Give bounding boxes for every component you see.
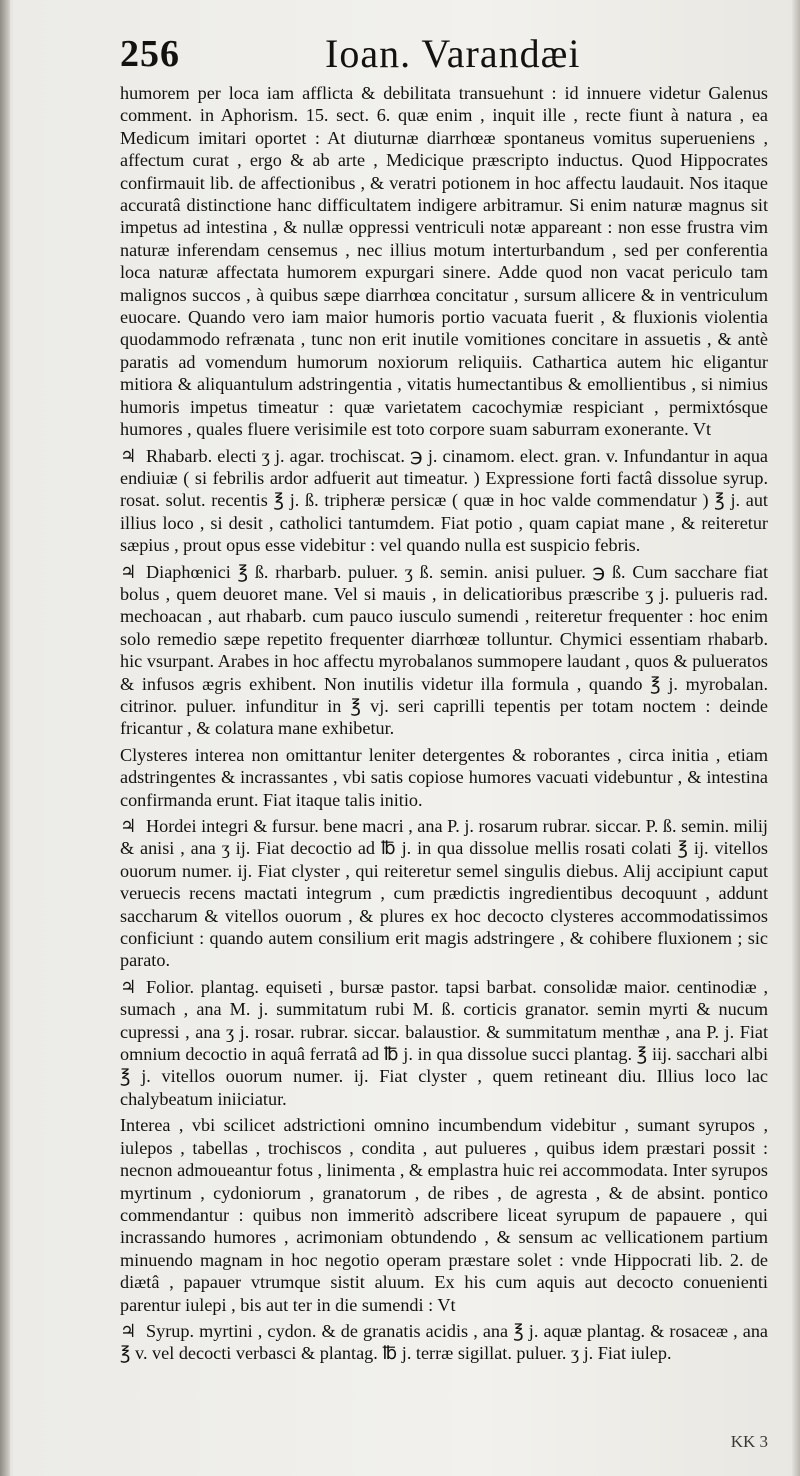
recipe-symbol-icon: ♃ [120,976,137,997]
main-text [120,82,768,1369]
recipe-symbol-icon: ♃ [120,561,137,582]
recipe-paragraph [120,1320,768,1365]
recipe-symbol-icon: ♃ [120,1320,137,1341]
paragraph-text: Syrup. myrtini , cydon. & de granatis acidis , ana ℥ j. aquæ plantag. & rosaceæ , ana ℥ v. vel decocti verbasci & plantag. ℔ j. terræ sigillat. puluer. ʒ j. Fiat iulep. [120,1320,768,1364]
paragraph-text: Interea , vbi scilicet adstrictioni omnino incumbendum videbitur , sumant syrupos , iulepos , tabellas , trochiscos , condita , aut pulueres , quibus idem præstari possit : necnon admoueantur fotus , linimenta , & emplastra huic rei accommodata. Inter syrupos myrtinum , cydoniorum , granatorum , de ribes , de agresta , & de absint. pontico commendantur : quibus non immeritò adscribere liceat syrupum de papauere , qui incrassando humores , acrimoniam obtundendo , & sensum ac vellicationem partium minuendo magnam in hoc negotio operam præstare solet : vnde Hippocrati lib. 2. de diætâ , papauer vtrumque sistit aluum. Ex his cum aquis aut decocto conuenienti parentur iulepi , bis aut ter in die sumendi : Vt [120,1115,768,1315]
running-head [120,30,760,78]
recipe-paragraph [120,815,768,972]
paragraph-text: Diaphœnici ℥ ß. rharbarb. puluer. ʒ ß. semin. anisi puluer. ℈ ß. Cum sacchare fiat bolus , quem deuoret mane. Vel si mauis , in delicatioribus præscribe ʒ j. pulueris rad. mechoacan , aut rhabarb. cum pauco iusculo sumendi , reiteretur frequenter : hoc enim solo remedio sæpe repetito frequenter diarrhœæ tolluntur. Chymici essentiam rhabarb. hic vsurpant. Arabes in hoc affectu myrobalanos summopere laudant , quos & pulueratos & infusos ægris exhibent. Non inutilis videtur illa formula , quando ℥ j. myrobalan. citrinor. puluer. infunditur in ℥ vj. seri caprilli tepentis per totam noctem : deinde fricantur , & colatura mane exhibetur. [120,561,768,739]
recipe-paragraph [120,561,768,740]
signature-mark: KK 3 [730,1432,768,1451]
recipe-paragraph [120,976,768,1110]
page-footer [120,1432,768,1462]
paragraph-text: Hordei integri & fursur. bene macri , ana P. j. rosarum rubrar. siccar. P. ß. semin. milij & anisi , ana ʒ ij. Fiat decoctio ad ℔ j. in qua dissolue mellis rosati colati ℥ ij. vitellos ouorum numer. ij. Fiat clyster , qui reiteretur semel singulis diebus. Alij accipiunt caput veruecis recens mactati integrum , cum prædictis ingredientibus decoquunt , addunt saccharum & vitellos ouorum , & plures ex hoc decocto clysteres accommodatissimos conficiunt : quando autem consilium erit magis adstringere , & cohibere fluxionem ; sic parato. [120,816,768,971]
page-number: 256 [120,33,180,75]
text-paragraph [120,82,768,441]
recipe-symbol-icon: ♃ [120,816,137,836]
page-edge [792,0,800,1476]
running-title: Ioan. Varandæi [325,31,581,76]
recipe-paragraph [120,445,768,557]
paragraph-text: Folior. plantag. equiseti , bursæ pastor. tapsi barbat. consolidæ maior. centinodiæ , sumach , ana M. j. summitatum rubi M. ß. corticis granator. semin myrti & nucum cupressi , ana ʒ j. rosar. rubrar. siccar. balaustior. & summitatum menthæ , ana P. j. Fiat omnium decoctio in aquâ ferratâ ad ℔ j. in qua dissolue succi plantag. ℥ iij. sacchari albi ℥ j. vitellos ouorum numer. ij. Fiat clyster , quem retineant diu. Illius loco lac chalybeatum iniiciatur. [120,976,768,1109]
paragraph-text: Rhabarb. electi ʒ j. agar. trochiscat. ℈ j. cinamom. elect. gran. v. Infundantur in aqua endiuiæ ( si febrilis ardor adfuerit aut timeatur. ) Expressione forti factâ dissolue syrup. rosat. solut. recentis ℥ j. ß. tripheræ persicæ ( quæ in hoc valde commendatur ) ℥ j. aut illius loco , si desit , catholici tantumdem. Fiat potio , quam capiat mane , & reiteretur sæpius , prout opus esse videbitur : vel quando nulla est suspicio febris. [120,445,768,556]
recipe-symbol-icon: ♃ [120,445,137,466]
page-gutter-shadow [0,0,10,1476]
text-paragraph [120,744,768,811]
paragraph-text: humorem per loca iam afflicta & debilitata transuehunt : id innuere videtur Galenus comment. in Aphorism. 15. sect. 6. quæ enim , inquit ille , recte fiunt à natura , ea Medicum imitari oportet : At diuturnæ diarrhœæ spontaneus vomitus superueniens , affectum curat , ergo & ab arte , Medicique præscripto inductus. Quod Hippocrates confirmauit lib. de affectionibus , & veratri potionem in hoc affectu laudauit. Nos itaque accuratâ distinctione hanc difficultatem indigere arbitramur. Si enim naturæ magnus sit impetus ad intestina , & nullæ oppressi ventriculi notæ appareant : non esse frustra vim naturæ inferendam censemus , nec illius motum interturbandum , sed per conferentia loca naturæ affectata humorem expurgari sinere. Adde quod non vacat periculo tam malignos succos , à quibus sæpe diarrhœa concitatur , sursum allicere & in ventriculum euocare. Quando vero iam maior humoris portio vacuata fuerit , & fluxionis violentia quodammodo refrænata , tunc non erit inutile vomitiones concitare in assuetis , & antè paratis ad vomendum humorum noxiorum reliquiis. Cathartica autem hic eligantur mitiora & aliquantulum adstringentia , vitatis humectantibus & emollientibus , si nimius humoris impetus timeatur : quæ varietatem cacochymiæ respiciant , permixtósque humores , quales fluere verisimile est toto corpore suam saburram exonerante. Vt [120,83,768,440]
paragraph-text: Clysteres interea non omittantur leniter detergentes & roborantes , circa initia , etiam adstringentes & incrassantes , vbi satis copiose humores vacuati videbuntur , & intestina confirmanda erunt. Fiat itaque talis initio. [120,744,768,810]
text-paragraph [120,1114,768,1316]
